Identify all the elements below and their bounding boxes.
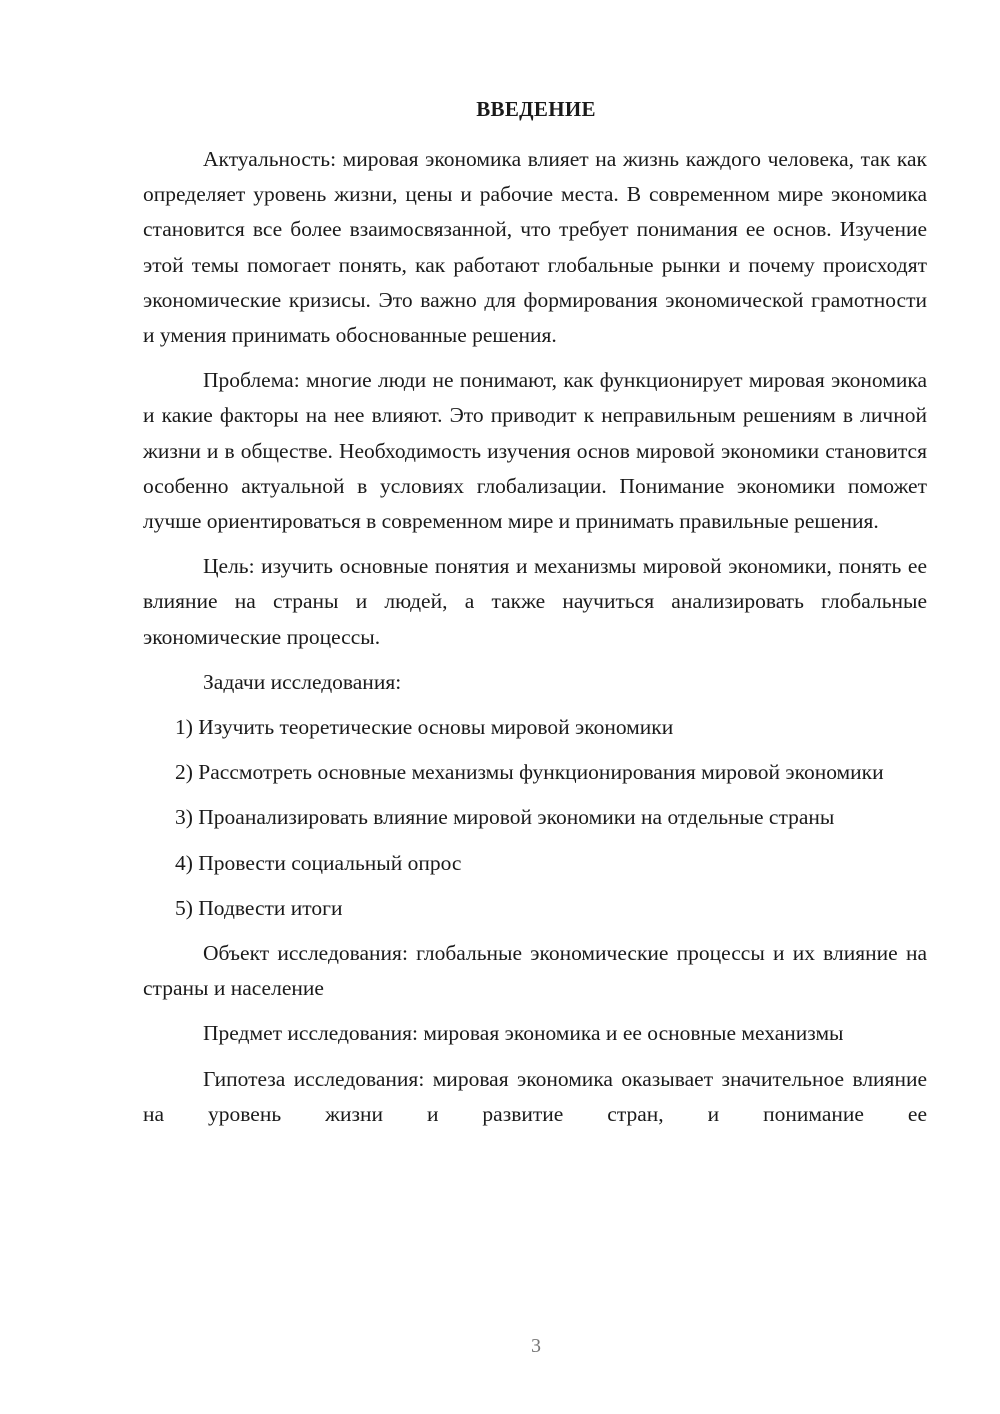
page-number: 3 (531, 1335, 541, 1357)
task-item-1: 1) Изучить теоретические основы мировой экономики (175, 715, 674, 740)
task-item-3: 3) Проанализировать влияние мировой экономики на отдельные страны (175, 805, 835, 830)
document-body (143, 142, 927, 1142)
paragraph-goal: Цель: изучить основные понятия и механизмы мировой экономики, понять ее влияние на страны и людей, а также научиться анализировать глобальные экономические процессы. (143, 554, 927, 649)
tasks-heading: Задачи исследования: (203, 669, 402, 694)
paragraph-problem: Проблема: многие люди не понимают, как функционирует мировая экономика и какие факторы на нее влияют. Это приводит к неправильным решениям в личной жизни и в обществе. Необходимость изучения основ мировой экономики становится особенно актуальной в условиях глобализации. Понимание экономики поможет лучше ориентироваться в современном мире и принимать правильные решения. (143, 368, 927, 534)
task-item-2: 2) Рассмотреть основные механизмы функционирования мировой экономики (175, 760, 884, 785)
task-item-4: 4) Провести социальный опрос (175, 850, 462, 875)
task-item-5: 5) Подвести итоги (175, 895, 343, 920)
page-title: ВВЕДЕНИЕ (476, 97, 596, 121)
paragraph-object: Объект исследования: глобальные экономические процессы и их влияние на страны и население (143, 941, 927, 1001)
paragraph-relevance: Актуальность: мировая экономика влияет на жизнь каждого человека, так как определяет уровень жизни, цены и рабочие места. В современном мире экономика становится все более взаимосвязанной, что требует понимания ее основ. Изучение этой темы помогает понять, как работают глобальные рынки и почему происходят экономические кризисы. Это важно для формирования экономической грамотности и умения принимать обоснованные решения. (143, 147, 927, 348)
paragraph-hypothesis: Гипотеза исследования: мировая экономика оказывает значительное влияние на уровень жизни и развитие стран, и понимание ее (143, 1066, 927, 1126)
paragraph-subject: Предмет исследования: мировая экономика и ее основные механизмы (203, 1021, 844, 1046)
